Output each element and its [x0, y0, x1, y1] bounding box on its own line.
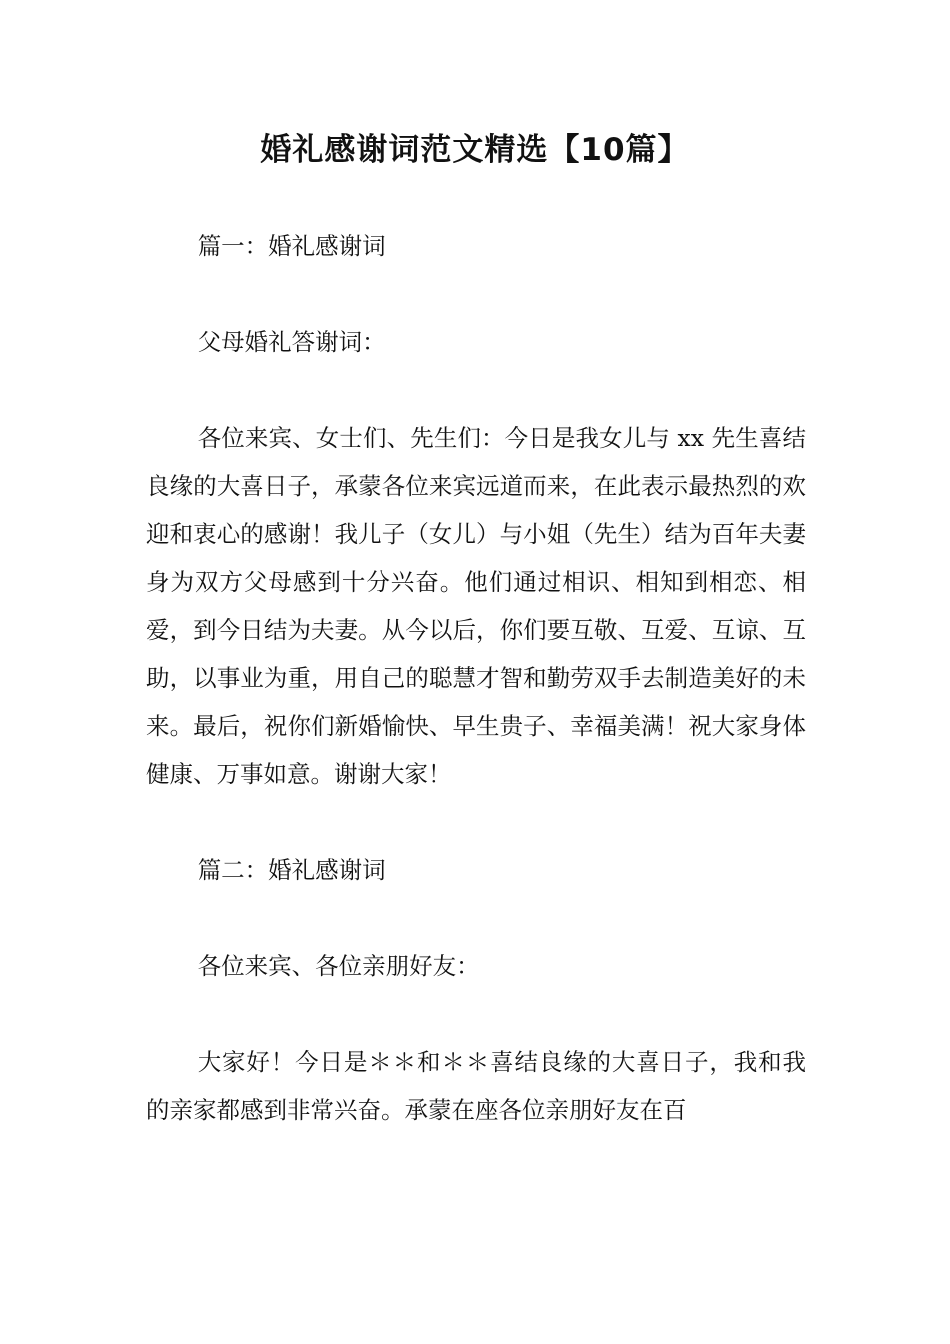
document-body	[146, 222, 806, 1134]
salutation-line: 各位来宾、各位亲朋好友：	[197, 952, 480, 980]
section-heading-2: 篇二：婚礼感谢词	[197, 856, 386, 884]
body-paragraph-2: 大家好！今日是＊＊和＊＊喜结良缘的大喜日子，我和我的亲家都感到非常兴奋。承蒙在座各位亲朋好友在百	[146, 1048, 806, 1124]
document-title: 婚礼感谢词范文精选【10篇】	[260, 132, 690, 168]
section-heading-1: 篇一：婚礼感谢词	[197, 232, 386, 260]
body-paragraph-1: 各位来宾、女士们、先生们：今日是我女儿与 xx 先生喜结良缘的大喜日子，承蒙各位来宾远道而来，在此表示最热烈的欢迎和衷心的感谢！我儿子（女儿）与小姐（先生）结为百年夫妻身为双方父母感到十分兴奋。他们通过相识、相知到相恋、相爱，到今日结为夫妻。从今以后，你们要互敬、互爱、互谅、互助，以事业为重，用自己的聪慧才智和勤劳双手去制造美好的未来。最后，祝你们新婚愉快、早生贵子、幸福美满！祝大家身体健康、万事如意。谢谢大家！	[146, 424, 806, 788]
salutation-heading: 父母婚礼答谢词：	[197, 328, 386, 356]
